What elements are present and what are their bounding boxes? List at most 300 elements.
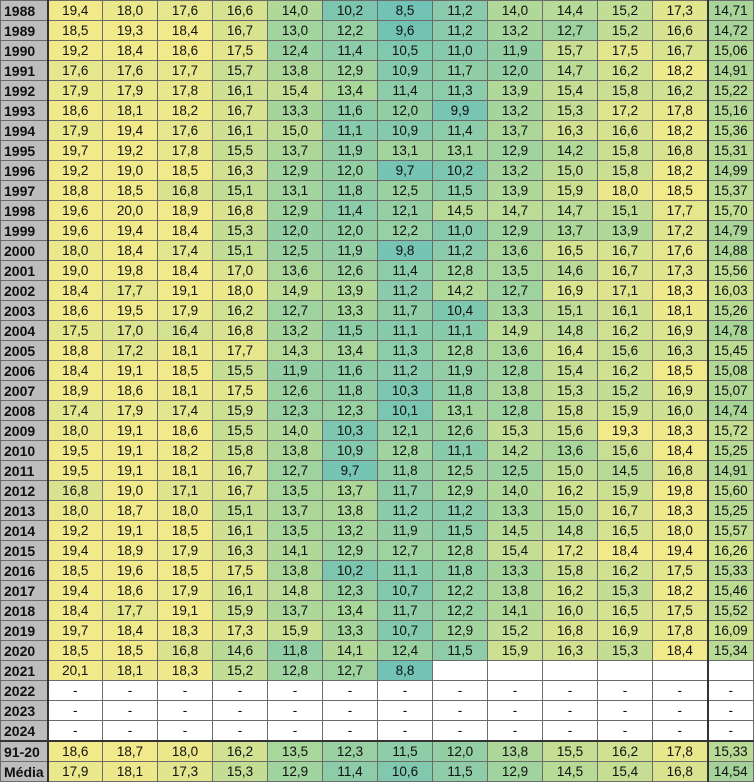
month-value-cell: 13,4	[323, 341, 378, 361]
annual-mean-cell: 15,07	[708, 381, 754, 401]
month-value-cell: 11,7	[378, 481, 433, 501]
month-value-cell: -	[213, 721, 268, 742]
month-value-cell: 11,4	[323, 201, 378, 221]
month-value-cell: 16,3	[213, 541, 268, 561]
month-value-cell: 10,3	[323, 421, 378, 441]
month-value-cell: 11,3	[433, 81, 488, 101]
table-body	[1, 1, 754, 782]
month-value-cell: 18,8	[48, 341, 103, 361]
month-value-cell: 12,9	[488, 141, 543, 161]
month-value-cell: 13,8	[268, 441, 323, 461]
month-value-cell: 15,7	[543, 41, 598, 61]
month-value-cell: 17,2	[598, 101, 653, 121]
table-row	[1, 201, 754, 221]
row-label: 2009	[1, 421, 48, 441]
table-row	[1, 1, 754, 21]
table-row	[1, 641, 754, 661]
row-label: 2003	[1, 301, 48, 321]
month-value-cell: 11,1	[433, 441, 488, 461]
month-value-cell: 18,0	[48, 241, 103, 261]
month-value-cell: 18,1	[103, 661, 158, 681]
month-value-cell: 18,4	[103, 241, 158, 261]
month-value-cell: 13,2	[488, 161, 543, 181]
month-value-cell: 11,9	[323, 241, 378, 261]
month-value-cell: 13,1	[433, 141, 488, 161]
month-value-cell: 18,6	[48, 741, 103, 762]
row-label: 2004	[1, 321, 48, 341]
month-value-cell: 16,1	[213, 581, 268, 601]
month-value-cell: 17,1	[598, 281, 653, 301]
month-value-cell: 17,1	[158, 481, 213, 501]
month-value-cell: 14,0	[268, 1, 323, 21]
month-value-cell: 11,9	[488, 41, 543, 61]
month-value-cell: 19,4	[48, 581, 103, 601]
row-label: 2020	[1, 641, 48, 661]
month-value-cell: 11,2	[433, 1, 488, 21]
row-label: 2017	[1, 581, 48, 601]
month-value-cell: 12,0	[488, 61, 543, 81]
month-value-cell: -	[268, 701, 323, 721]
month-value-cell: 19,6	[48, 201, 103, 221]
month-value-cell: 14,5	[543, 762, 598, 782]
row-label: 1999	[1, 221, 48, 241]
month-value-cell: -	[653, 701, 708, 721]
month-value-cell: 14,1	[488, 601, 543, 621]
month-value-cell: 18,6	[103, 381, 158, 401]
month-value-cell: 15,0	[268, 121, 323, 141]
month-value-cell: 18,3	[653, 501, 708, 521]
month-value-cell: 15,3	[213, 221, 268, 241]
month-value-cell: 18,5	[48, 561, 103, 581]
row-label: 2007	[1, 381, 48, 401]
month-value-cell: 12,0	[433, 741, 488, 762]
month-value-cell: 11,1	[433, 321, 488, 341]
month-value-cell: 12,9	[488, 221, 543, 241]
month-value-cell: 15,0	[543, 501, 598, 521]
month-value-cell: 11,2	[433, 501, 488, 521]
month-value-cell: 15,8	[543, 401, 598, 421]
month-value-cell: 14,7	[543, 201, 598, 221]
month-value-cell: 16,7	[653, 41, 708, 61]
month-value-cell: 11,1	[378, 561, 433, 581]
month-value-cell: 14,5	[433, 201, 488, 221]
month-value-cell: 13,8	[268, 561, 323, 581]
annual-mean-cell: 14,78	[708, 321, 754, 341]
month-value-cell: 16,7	[213, 21, 268, 41]
month-value-cell	[433, 661, 488, 681]
month-value-cell: 18,4	[48, 601, 103, 621]
month-value-cell: 12,3	[323, 741, 378, 762]
month-value-cell: 9,6	[378, 21, 433, 41]
month-value-cell: -	[488, 721, 543, 742]
month-value-cell: 10,4	[433, 301, 488, 321]
table-row	[1, 141, 754, 161]
month-value-cell	[598, 661, 653, 681]
month-value-cell: 18,6	[158, 421, 213, 441]
month-value-cell: 17,8	[653, 741, 708, 762]
month-value-cell: 18,5	[158, 361, 213, 381]
month-value-cell: 18,6	[158, 41, 213, 61]
month-value-cell: 12,2	[433, 581, 488, 601]
month-value-cell: 15,4	[488, 541, 543, 561]
month-value-cell: 17,5	[653, 601, 708, 621]
annual-mean-cell: 16,26	[708, 541, 754, 561]
month-value-cell: -	[378, 681, 433, 701]
month-value-cell: 16,8	[48, 481, 103, 501]
month-value-cell: 15,9	[213, 601, 268, 621]
annual-mean-cell: 15,33	[708, 561, 754, 581]
month-value-cell: 12,8	[488, 401, 543, 421]
month-value-cell: 15,9	[543, 181, 598, 201]
month-value-cell: 17,6	[48, 61, 103, 81]
annual-mean-cell: 15,22	[708, 81, 754, 101]
month-value-cell: 16,9	[598, 621, 653, 641]
annual-mean-cell: 14,79	[708, 221, 754, 241]
month-value-cell: 16,2	[598, 361, 653, 381]
table-row	[1, 121, 754, 141]
month-value-cell: 10,7	[378, 581, 433, 601]
month-value-cell: 18,9	[48, 381, 103, 401]
month-value-cell: 15,2	[598, 21, 653, 41]
month-value-cell: 11,1	[323, 121, 378, 141]
month-value-cell: 9,7	[378, 161, 433, 181]
month-value-cell: 18,2	[158, 441, 213, 461]
month-value-cell: 15,8	[543, 561, 598, 581]
month-value-cell: 17,7	[103, 281, 158, 301]
month-value-cell: -	[48, 681, 103, 701]
month-value-cell: 18,3	[158, 661, 213, 681]
month-value-cell: 18,5	[103, 181, 158, 201]
month-value-cell: 13,7	[543, 221, 598, 241]
table-row	[1, 661, 754, 681]
month-value-cell: 17,2	[653, 221, 708, 241]
month-value-cell: 15,4	[598, 762, 653, 782]
month-value-cell: -	[268, 721, 323, 742]
month-value-cell: 16,1	[213, 81, 268, 101]
month-value-cell: 11,2	[378, 361, 433, 381]
month-value-cell: 12,2	[378, 221, 433, 241]
month-value-cell: 14,8	[543, 321, 598, 341]
annual-mean-cell: 15,36	[708, 121, 754, 141]
month-value-cell: -	[598, 681, 653, 701]
month-value-cell: -	[323, 721, 378, 742]
month-value-cell: 16,3	[213, 161, 268, 181]
month-value-cell: 18,9	[103, 541, 158, 561]
annual-mean-cell: 15,08	[708, 361, 754, 381]
annual-mean-cell: 14,72	[708, 21, 754, 41]
month-value-cell: 15,9	[268, 621, 323, 641]
table-row	[1, 21, 754, 41]
month-value-cell: 12,7	[323, 661, 378, 681]
month-value-cell: 11,6	[323, 101, 378, 121]
month-value-cell: 17,9	[48, 81, 103, 101]
month-value-cell: 13,2	[323, 521, 378, 541]
annual-mean-cell: 14,99	[708, 161, 754, 181]
month-value-cell: 12,8	[433, 261, 488, 281]
month-value-cell: 18,0	[48, 421, 103, 441]
month-value-cell: 10,9	[378, 121, 433, 141]
month-value-cell: 12,3	[323, 581, 378, 601]
month-value-cell: 11,2	[378, 281, 433, 301]
month-value-cell: 17,7	[103, 601, 158, 621]
month-value-cell: 15,4	[543, 361, 598, 381]
month-value-cell	[543, 661, 598, 681]
month-value-cell: 15,3	[213, 762, 268, 782]
month-value-cell: 20,0	[103, 201, 158, 221]
month-value-cell: 12,8	[488, 361, 543, 381]
month-value-cell: 12,9	[268, 762, 323, 782]
annual-mean-cell: 15,16	[708, 101, 754, 121]
month-value-cell: 11,8	[433, 561, 488, 581]
month-value-cell: 9,7	[323, 461, 378, 481]
annual-mean-cell: -	[708, 701, 754, 721]
month-value-cell: 15,2	[488, 621, 543, 641]
month-value-cell: 14,0	[488, 481, 543, 501]
table-row	[1, 461, 754, 481]
annual-mean-cell: -	[708, 721, 754, 742]
row-label: Média	[1, 762, 48, 782]
month-value-cell: 18,0	[158, 741, 213, 762]
month-value-cell: 15,2	[213, 661, 268, 681]
month-value-cell: 18,1	[653, 301, 708, 321]
annual-mean-cell: 15,46	[708, 581, 754, 601]
month-value-cell: 13,8	[323, 501, 378, 521]
annual-mean-cell: 14,88	[708, 241, 754, 261]
month-value-cell: 13,0	[268, 21, 323, 41]
month-value-cell: 17,0	[213, 261, 268, 281]
month-value-cell: 11,8	[323, 181, 378, 201]
annual-mean-cell: 15,37	[708, 181, 754, 201]
month-value-cell: 12,9	[268, 201, 323, 221]
month-value-cell: 14,7	[488, 201, 543, 221]
month-value-cell: 10,9	[378, 61, 433, 81]
month-value-cell: 12,9	[433, 481, 488, 501]
month-value-cell: 11,2	[378, 501, 433, 521]
month-value-cell: 16,6	[653, 21, 708, 41]
month-value-cell: 11,9	[378, 521, 433, 541]
month-value-cell: 16,8	[213, 201, 268, 221]
month-value-cell: 15,1	[213, 241, 268, 261]
annual-mean-cell: 15,60	[708, 481, 754, 501]
table-row	[1, 701, 754, 721]
row-label: 1989	[1, 21, 48, 41]
month-value-cell: 12,5	[433, 461, 488, 481]
month-value-cell: 11,9	[433, 361, 488, 381]
month-value-cell: 18,0	[213, 281, 268, 301]
month-value-cell: 14,5	[598, 461, 653, 481]
month-value-cell: 15,1	[598, 201, 653, 221]
table-row	[1, 441, 754, 461]
annual-mean-cell: 14,74	[708, 401, 754, 421]
annual-mean-cell: 14,91	[708, 461, 754, 481]
month-value-cell: 15,3	[543, 381, 598, 401]
month-value-cell: 15,9	[488, 641, 543, 661]
row-label: 2005	[1, 341, 48, 361]
month-value-cell: 19,8	[103, 261, 158, 281]
month-value-cell: 18,4	[48, 361, 103, 381]
month-value-cell: 15,5	[543, 741, 598, 762]
month-value-cell: 19,0	[103, 481, 158, 501]
month-value-cell: 11,8	[323, 381, 378, 401]
month-value-cell: 15,1	[213, 501, 268, 521]
month-value-cell: 10,2	[323, 1, 378, 21]
month-value-cell: -	[543, 681, 598, 701]
month-value-cell: 16,2	[213, 301, 268, 321]
month-value-cell: 14,8	[543, 521, 598, 541]
month-value-cell: 10,2	[433, 161, 488, 181]
month-value-cell: 10,5	[378, 41, 433, 61]
annual-mean-cell: 15,70	[708, 201, 754, 221]
table-row	[1, 501, 754, 521]
month-value-cell: 16,7	[598, 241, 653, 261]
month-value-cell: 12,5	[488, 461, 543, 481]
month-value-cell: 16,9	[543, 281, 598, 301]
month-value-cell: 18,1	[158, 461, 213, 481]
month-value-cell: 19,4	[103, 121, 158, 141]
annual-mean-cell: 15,34	[708, 641, 754, 661]
month-value-cell: 18,7	[103, 501, 158, 521]
month-value-cell: 18,0	[653, 521, 708, 541]
month-value-cell: 12,5	[268, 241, 323, 261]
month-value-cell: 13,6	[268, 261, 323, 281]
row-label: 2010	[1, 441, 48, 461]
table-row	[1, 381, 754, 401]
month-value-cell: 18,5	[158, 561, 213, 581]
month-value-cell: 16,0	[543, 601, 598, 621]
month-value-cell: 13,9	[488, 81, 543, 101]
month-value-cell: 11,5	[433, 641, 488, 661]
month-value-cell: 13,9	[598, 221, 653, 241]
month-value-cell: 15,6	[598, 341, 653, 361]
month-value-cell: 19,2	[48, 521, 103, 541]
row-label: 1995	[1, 141, 48, 161]
month-value-cell: 15,3	[543, 101, 598, 121]
table-row	[1, 401, 754, 421]
month-value-cell: 17,0	[103, 321, 158, 341]
month-value-cell: 19,7	[48, 141, 103, 161]
month-value-cell: 13,1	[433, 401, 488, 421]
month-value-cell: -	[268, 681, 323, 701]
month-value-cell: 16,9	[653, 321, 708, 341]
table-row	[1, 221, 754, 241]
row-label: 2011	[1, 461, 48, 481]
month-value-cell: 15,1	[213, 181, 268, 201]
month-value-cell: 12,0	[323, 161, 378, 181]
month-value-cell: -	[653, 681, 708, 701]
annual-mean-cell: 14,71	[708, 1, 754, 21]
month-value-cell: -	[598, 721, 653, 742]
month-value-cell: -	[158, 681, 213, 701]
month-value-cell: 17,5	[598, 41, 653, 61]
month-value-cell: 11,2	[433, 241, 488, 261]
row-label: 1996	[1, 161, 48, 181]
month-value-cell: 19,6	[103, 561, 158, 581]
month-value-cell: 19,1	[103, 421, 158, 441]
month-value-cell: 17,2	[103, 341, 158, 361]
month-value-cell: 14,7	[543, 61, 598, 81]
row-label: 2024	[1, 721, 48, 742]
month-value-cell: 13,5	[268, 521, 323, 541]
month-value-cell: 14,6	[543, 261, 598, 281]
table-row	[1, 81, 754, 101]
month-value-cell: 8,8	[378, 661, 433, 681]
month-value-cell: 10,2	[323, 561, 378, 581]
month-value-cell	[488, 661, 543, 681]
month-value-cell: 15,0	[543, 461, 598, 481]
month-value-cell: 13,8	[488, 581, 543, 601]
month-value-cell: -	[48, 721, 103, 742]
month-value-cell: 19,4	[48, 541, 103, 561]
month-value-cell: 18,4	[653, 441, 708, 461]
month-value-cell: 17,5	[213, 381, 268, 401]
month-value-cell: 18,4	[48, 281, 103, 301]
month-value-cell: 14,8	[268, 581, 323, 601]
month-value-cell: 15,2	[598, 1, 653, 21]
month-value-cell: 11,6	[323, 361, 378, 381]
row-label: 2008	[1, 401, 48, 421]
annual-mean-cell: 16,03	[708, 281, 754, 301]
table-row	[1, 101, 754, 121]
month-value-cell: 11,8	[433, 381, 488, 401]
month-value-cell: 17,8	[653, 101, 708, 121]
month-value-cell: 16,8	[653, 461, 708, 481]
row-label: 2000	[1, 241, 48, 261]
month-value-cell: 14,2	[433, 281, 488, 301]
month-value-cell: 15,8	[598, 141, 653, 161]
month-value-cell: 14,2	[488, 441, 543, 461]
table-row	[1, 281, 754, 301]
month-value-cell: 17,7	[653, 201, 708, 221]
month-value-cell: 14,0	[488, 1, 543, 21]
month-value-cell: 19,0	[103, 161, 158, 181]
month-value-cell: 17,7	[213, 341, 268, 361]
month-value-cell: 18,1	[158, 341, 213, 361]
annual-mean-cell: 15,26	[708, 301, 754, 321]
month-value-cell: 15,3	[598, 641, 653, 661]
month-value-cell: 15,8	[598, 161, 653, 181]
month-value-cell: 15,5	[213, 141, 268, 161]
table-row	[1, 681, 754, 701]
table-row	[1, 41, 754, 61]
annual-mean-cell: 15,56	[708, 261, 754, 281]
month-value-cell: 10,9	[323, 441, 378, 461]
month-value-cell: 12,9	[488, 762, 543, 782]
month-value-cell: 18,2	[653, 161, 708, 181]
month-value-cell: 19,1	[158, 601, 213, 621]
month-value-cell: 18,7	[103, 741, 158, 762]
row-label: 2013	[1, 501, 48, 521]
month-value-cell: 15,6	[543, 421, 598, 441]
month-value-cell: 11,7	[433, 61, 488, 81]
month-value-cell: 16,8	[158, 641, 213, 661]
month-value-cell: 17,9	[158, 301, 213, 321]
row-label: 91-20	[1, 741, 48, 762]
month-value-cell: 17,3	[653, 1, 708, 21]
month-value-cell: 18,6	[48, 301, 103, 321]
month-value-cell: 10,7	[378, 621, 433, 641]
month-value-cell: 14,4	[543, 1, 598, 21]
month-value-cell: 12,3	[268, 401, 323, 421]
month-value-cell: 13,7	[268, 501, 323, 521]
month-value-cell: 18,1	[103, 762, 158, 782]
table-row	[1, 361, 754, 381]
month-value-cell: 17,4	[158, 241, 213, 261]
month-value-cell: -	[543, 721, 598, 742]
month-value-cell: 16,3	[653, 341, 708, 361]
table-row	[1, 541, 754, 561]
month-value-cell: -	[158, 701, 213, 721]
month-value-cell: 13,5	[268, 741, 323, 762]
